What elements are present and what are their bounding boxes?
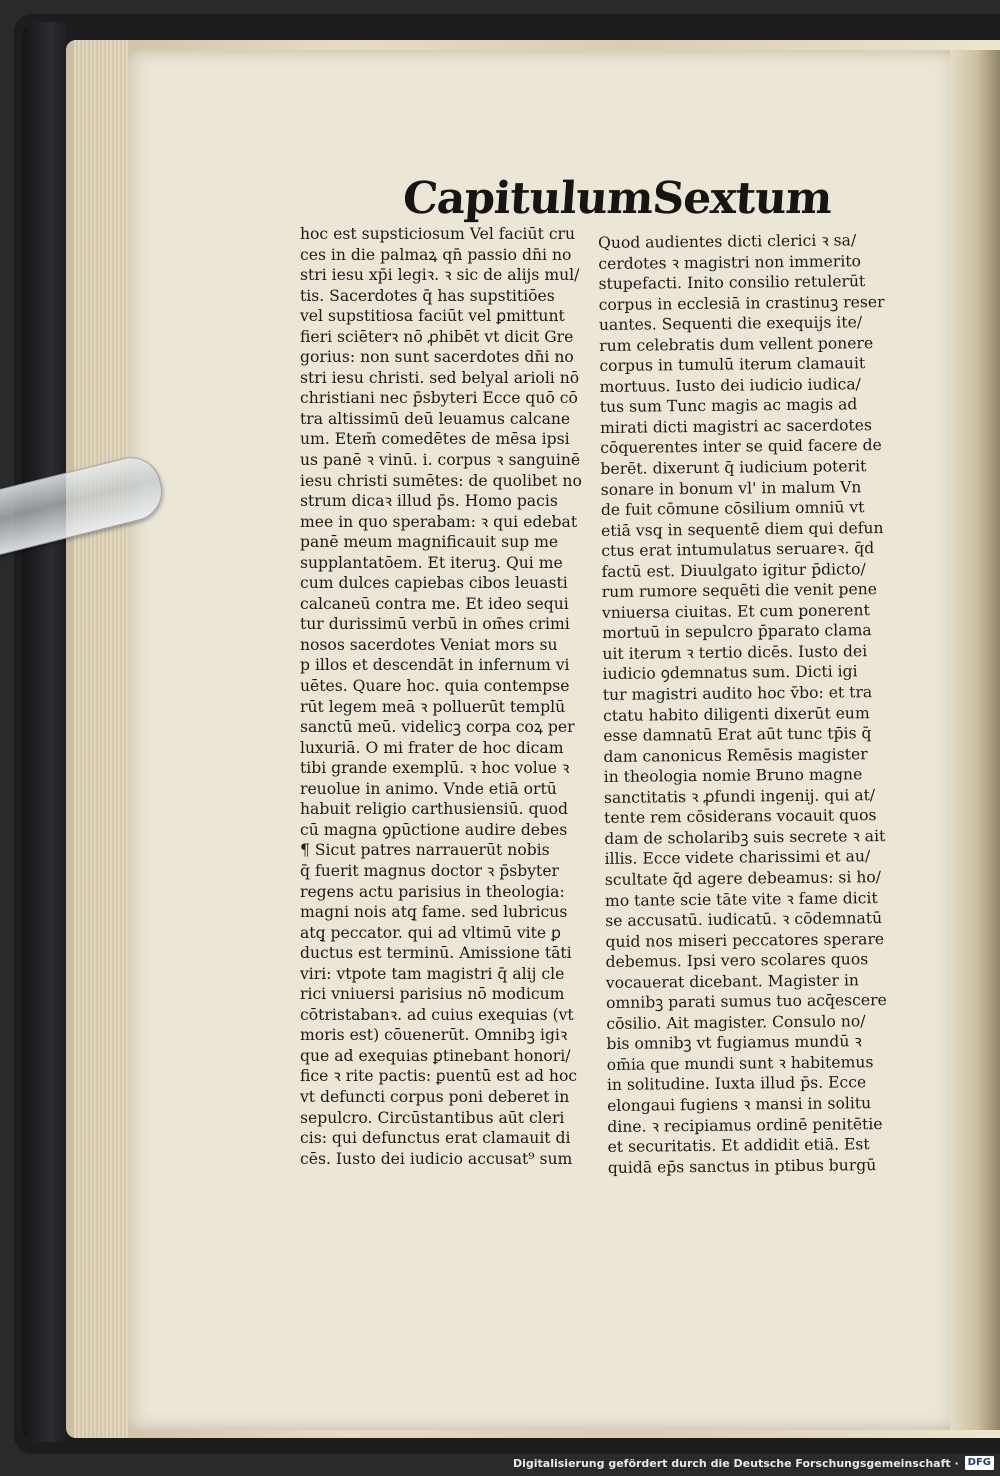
- text-line: rum rumore sequēti die venit pene: [601, 580, 878, 602]
- text-line: um. Etem̄ comedētes de mēsa ipsi: [300, 430, 570, 449]
- text-line: tis. Sacerdotes q̄ has supstitiōes: [300, 286, 555, 305]
- text-line: factū est. Diuulgato igitur p̄dicto/: [601, 559, 866, 581]
- text-line: illis. Ecce videte charissimi et au/: [604, 847, 871, 869]
- text-line: quid nos miseri peccatores sperare: [605, 929, 885, 951]
- heading-word-sextum: Sextum: [650, 172, 834, 224]
- text-line: mee in quo sperabam: ꝛ qui edebat: [300, 512, 578, 531]
- text-line: dine. ꝛ recipiamus ordinē penitētie: [607, 1114, 883, 1136]
- text-line: ductus est terminū. Amissione tāti: [300, 944, 572, 963]
- text-line: vel supstitiosa faciūt vel ꝑmittunt: [300, 307, 565, 326]
- footer-credit-text: Digitalisierung gefördert durch die Deutsche Forschungsgemeinschaft ·: [512, 1456, 959, 1470]
- text-line: cerdotes ꝛ magistri non immerito: [598, 251, 862, 273]
- text-line: corpus in ecclesiā in crastinuꝫ reser: [598, 292, 885, 314]
- text-line: strum dicaꝛ illud p̄s. Homo pacis: [300, 492, 558, 511]
- text-line: rūt legem meā ꝛ polluerūt templū: [300, 697, 566, 716]
- text-line: Quod audientes dicti clerici ꝛ sa/: [598, 231, 857, 252]
- text-line: ¶ Sicut patres narrauerūt nobis: [300, 841, 550, 860]
- footer-credit: [513, 1454, 994, 1472]
- text-line: rum celebratis dum vellent ponere: [599, 333, 874, 355]
- text-line: luxuriā. O mi frater de hoc dicam: [300, 738, 564, 757]
- text-line: panē meum magnificauit sup me: [300, 533, 559, 552]
- text-line: supplantatōem. Et iteruꝫ. Qui me: [300, 553, 563, 572]
- text-line: cum dulces capiebas cibos leuasti: [300, 574, 568, 593]
- text-line: se accusatū. iudicatū. ꝛ cōdemnatū: [605, 909, 883, 931]
- text-line: cōsilio. Ait magister. Consulo no/: [606, 1012, 866, 1033]
- text-line: que ad exequias ꝑtinebant honori/: [300, 1046, 571, 1065]
- text-line: om̄ia que mundi sunt ꝛ habitemus: [606, 1053, 874, 1074]
- text-line: corpus in tumulū iterum clamauit: [599, 354, 866, 376]
- text-line: fice ꝛ rite pactis: ꝑuentū est ad hoc: [300, 1067, 578, 1086]
- text-line: tra altissimū deū leuamus calcane: [300, 409, 571, 428]
- text-line: p illos et descendāt in infernum vi: [300, 656, 570, 675]
- text-line: berēt. dixerunt q̄ iudicium poterit: [600, 457, 867, 479]
- text-line: iesu christi sumētes: de quolibet no: [300, 471, 582, 490]
- text-line: mortuus. Iusto dei iudicio iudica/: [599, 375, 861, 396]
- text-line: cēs. Iusto dei iudicio accusat⁹ sum: [300, 1149, 573, 1168]
- text-line: mirati dicti magistri ac sacerdotes: [599, 416, 873, 437]
- text-line: nosos sacerdotes Veniat mors su: [300, 635, 558, 654]
- text-line: stri iesu christi. sed belyal arioli nō: [300, 368, 580, 387]
- text-line: iudicio ꝯdemnatus sum. Dicti igi: [602, 662, 858, 684]
- text-line: fieri sciēterꝛ nō ꝓhibēt vt dicit Gre: [300, 327, 574, 346]
- text-line: quidā ep̄s sanctus in ptibus burgū: [607, 1155, 877, 1177]
- text-line: tus sum Tunc magis ac magis ad: [599, 395, 858, 417]
- text-line: in theologia nomie Bruno magne: [603, 765, 863, 787]
- text-line: omnibꝫ parati sumus tuo acq̄escere: [605, 991, 887, 1013]
- text-line: magni nois atq̧ fame. sed lubricus: [300, 903, 568, 922]
- text-line: cōtristabanꝛ. ad cuius exequias (vt: [300, 1005, 574, 1024]
- text-line: calcaneū contra me. Et ideo sequi: [300, 594, 569, 613]
- text-line: stri iesu xp̄i legiꝛ. ꝛ sic de alijs mul/: [300, 266, 580, 285]
- text-line: sonare in bonum vl' in malum Vn: [600, 477, 862, 499]
- text-line: scultate q̄d agere debeamus: si ho/: [604, 868, 882, 889]
- text-line: et securitatis. Et addidit etiā. Est: [607, 1135, 870, 1157]
- text-line: regens actu parisius in theologia:: [300, 882, 565, 901]
- text-line: debemus. Ipsi vero scolares quos: [605, 950, 869, 972]
- chapter-heading: [401, 168, 834, 228]
- text-line: mo tante scie tāte vite ꝛ fame dicit: [604, 888, 878, 910]
- text-line: etiā vsq̧ in sequentē diem qui defun: [601, 518, 884, 540]
- text-line: mortuū in sepulcro p̄parato clama: [602, 621, 872, 643]
- text-line: uantes. Sequenti die exequijs ite/: [598, 313, 863, 335]
- text-line: ctus erat intumulatus seruareꝛ. q̄d: [601, 539, 875, 561]
- page-gutter: [950, 50, 1000, 1430]
- text-line: in solitudine. Iuxta illud p̄s. Ecce: [606, 1073, 867, 1095]
- text-line: tur magistri audito hoc v̄bo: et tra: [602, 683, 873, 705]
- text-line: sanctitatis ꝛ ꝓfundi ingenij. qui at/: [603, 785, 876, 807]
- text-line: elongaui fugiens ꝛ mansi in solitu: [607, 1094, 872, 1115]
- text-line: atq̧ peccator. qui ad vltimū vite ꝑ: [300, 923, 561, 942]
- text-line: ctatu habito diligenti dixerūt eum: [602, 703, 870, 725]
- text-line: sepulcro. Circūstantibus aūt cleri: [300, 1108, 565, 1127]
- text-line: tente rem cōsiderans vocauit quos: [604, 806, 877, 828]
- text-line: dam canonicus Remēsis magister: [603, 744, 868, 766]
- text-column-left: [300, 224, 630, 1169]
- text-line: moris est) cōuenerūt. Omnibꝫ igiꝛ: [300, 1026, 568, 1045]
- text-line: viri: vtpote tam magistri q̄ alij cle: [300, 964, 565, 983]
- text-line: cōquerentes inter se quid facere de: [600, 436, 882, 458]
- heading-word-capitulum: Capitulum: [401, 172, 655, 224]
- text-line: uit iterum ꝛ tertio dicēs. Iusto dei: [602, 642, 868, 663]
- text-line: cis: qui defunctus erat clamauit di: [300, 1129, 571, 1148]
- text-line: habuit religio carthusiensiū. quod: [300, 800, 568, 819]
- text-line: vocauerat dicebant. Magister in: [605, 970, 860, 992]
- text-line: hoc est supsticiosum Vel faciūt cru: [300, 225, 576, 243]
- text-line: rici vniuersi parisius nō modicum: [300, 985, 565, 1004]
- text-column-right: [598, 230, 938, 1179]
- text-line: reuolue in animo. Vnde etiā ortū: [300, 779, 557, 798]
- text-line: q̄ fuerit magnus doctor ꝛ p̄sbyter: [300, 861, 560, 880]
- text-line: tur durissimū verbū in om̄es crimi: [300, 615, 570, 634]
- text-line: vt defuncti corpus poni deberet in: [300, 1087, 570, 1106]
- text-line: vniuersa ciuitas. Et cum ponerent: [601, 601, 870, 622]
- text-line: sanctū meū. videlicꝫ corpa coꝝ per: [300, 718, 575, 737]
- dfg-logo: DFG: [965, 1456, 994, 1470]
- text-line: stupefacti. Inito consilio retulerūt: [598, 272, 866, 294]
- text-line: gorius: non sunt sacerdotes dn̄i no: [300, 348, 574, 367]
- book-spine-edge: [22, 22, 70, 1442]
- text-line: ces in die palmaꝝ qn̄ passio dn̄i no: [300, 245, 572, 264]
- text-line: tibi grande exemplū. ꝛ hoc volue ꝛ: [300, 759, 570, 778]
- text-line: de fuit cōmune cōsilium omniū vt: [600, 498, 865, 520]
- text-line: cū magna ꝯpūctione audire debes: [300, 820, 568, 839]
- text-line: uētes. Quare hoc. quia contempse: [300, 677, 570, 696]
- text-line: bis omnibꝫ vt fugiamus mundū ꝛ: [606, 1032, 862, 1054]
- text-line: esse damnatū Erat aūt tunc tp̄is q̄: [603, 724, 872, 746]
- text-line: dam de scholaribꝫ suis secrete ꝛ ait: [604, 826, 886, 848]
- text-line: us panē ꝛ vinū. i. corpus ꝛ sanguinē: [300, 451, 581, 470]
- text-line: christiani nec p̄sbyteri Ecce quō cō: [300, 389, 578, 408]
